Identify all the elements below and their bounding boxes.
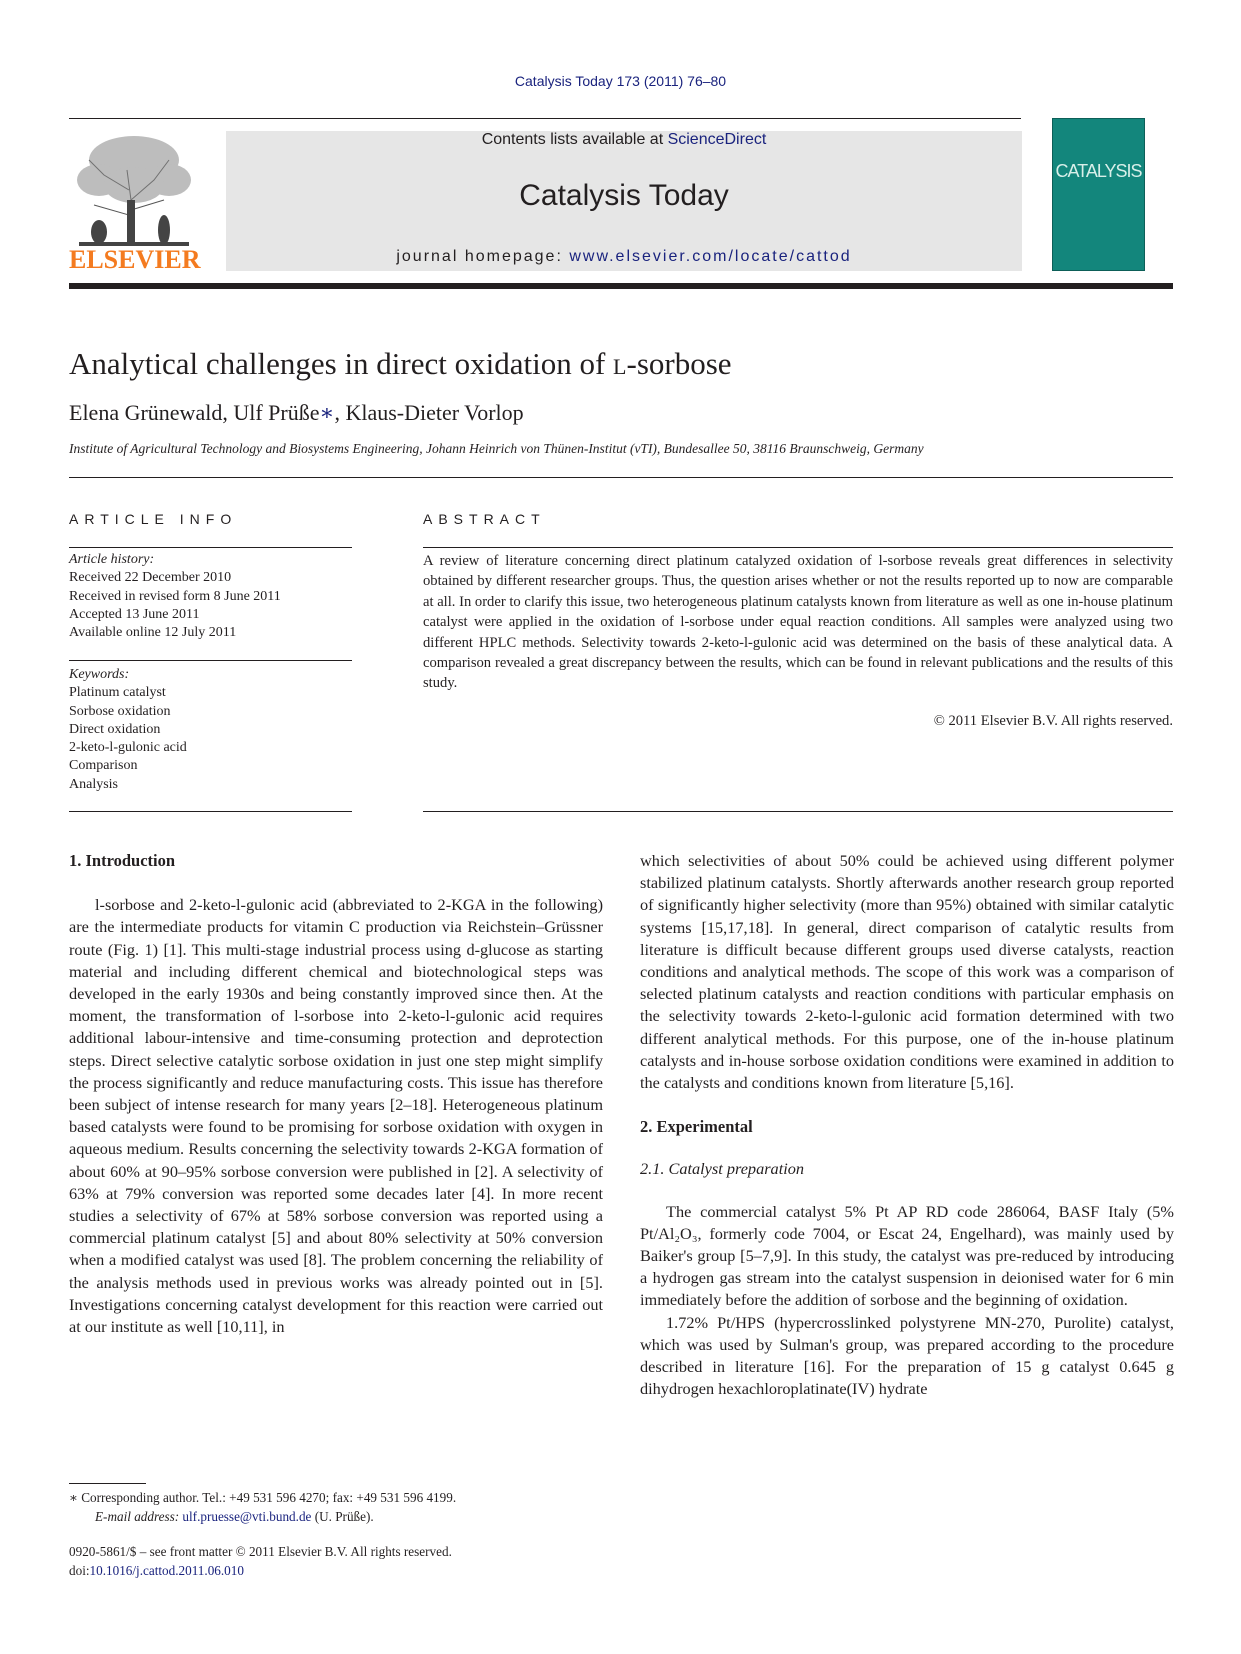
corresponding-author-note: ∗ Corresponding author. Tel.: +49 531 596 4270; fax: +49 531 596 4199.	[69, 1490, 457, 1505]
paragraph: which selectivities of about 50% could be achieved using different polymer stabilized platinum catalysts. Shortly afterwards another research group reported of significantly higher selectivity (more than 95%) obtained with similar catalytic systems [15,17,18]. In general, direct comparison of catalytic results from literature is difficult because different groups used diverse catalysts, reaction conditions and analytical methods. The scope of this work was a comparison of selected platinum catalysts and reaction conditions with particular emphasis on the selectivity towards 2-keto-l-gulonic acid formation determined with two different analytical methods. For this purpose, one of the in-house platinum catalysts and in-house sorbose oxidation conditions were examined in addition to the catalysts and conditions known from literature [5,16].	[640, 851, 1174, 1093]
history-item: Received in revised form 8 June 2011	[69, 588, 281, 604]
abstract-heading: ABSTRACT	[423, 511, 546, 527]
paragraph: The commercial catalyst 5% Pt AP RD code 286064, BASF Italy (5% Pt/Al₂O₃, formerly code 7004, or Escat 24, Engelhard), was mainly used by Baiker's group [5–7,9]. In this study, the catalyst was pre-reduced by introducing a hydrogen gas stream into the catalyst suspension in deionised water for 6 min immediately before the addition of sorbose and the beginning of oxidation.	[640, 1201, 1174, 1310]
masthead	[226, 131, 1022, 271]
abstract-copyright: © 2011 Elsevier B.V. All rights reserved.	[933, 713, 1173, 729]
homepage-link[interactable]: www.elsevier.com/locate/cattod	[569, 248, 852, 265]
authors-text-2: , Klaus-Dieter Vorlop	[334, 400, 524, 425]
doi-prefix: doi:	[69, 1563, 90, 1578]
title-text: Analytical challenges in direct oxidation of	[69, 346, 614, 381]
tree-icon	[69, 130, 199, 250]
elsevier-logo	[69, 130, 199, 275]
divider	[69, 477, 1173, 478]
keyword: Analysis	[69, 776, 118, 792]
divider	[69, 547, 352, 548]
divider	[423, 811, 1173, 812]
journal-cover-thumbnail[interactable]	[1052, 118, 1145, 271]
keyword: Comparison	[69, 758, 138, 774]
abstract-text: A review of literature concerning direct platinum catalyzed oxidation of l-sorbose reveals great differences in selectivity obtained by different researcher groups. Thus, the question arises whether or not the results reported up to now are comparable at all. In order to clarify this issue, two heterogeneous platinum catalysts known from literature as well as one in-house platinum catalyst were applied in the oxidation of l-sorbose under equal reaction conditions. All samples were analyzed using two different HPLC methods. Selectivity towards 2-keto-l-gulonic acid was determined on the basis of these analytical data. A comparison revealed a great discrepancy between the results, which can be found in relevant publications and the results of this study.	[423, 553, 1173, 692]
article-info-heading: ARTICLE INFO	[69, 511, 238, 527]
divider	[69, 811, 352, 812]
divider	[423, 547, 1173, 548]
footnote-rule	[69, 1483, 146, 1484]
section-heading-introduction: 1. Introduction	[69, 851, 176, 870]
title-suffix: -sorbose	[626, 346, 732, 381]
journal-citation[interactable]: Catalysis Today 173 (2011) 76–80	[514, 73, 727, 89]
journal-title: Catalysis Today	[519, 179, 729, 212]
corresponding-author-mark[interactable]: ∗	[319, 400, 335, 425]
email-label: E-mail address:	[95, 1509, 183, 1524]
header-rule-thick	[69, 283, 1173, 289]
keyword: Platinum catalyst	[69, 685, 166, 701]
section-heading-experimental: 2. Experimental	[640, 1117, 753, 1137]
cover-title: CATALYSIS	[1055, 161, 1142, 181]
authors-text: Elena Grünewald, Ulf Prüße	[69, 400, 320, 425]
article-title	[69, 346, 732, 382]
history-item: Accepted 13 June 2011	[69, 606, 200, 622]
title-smallcaps: l	[613, 346, 627, 381]
publisher-name: ELSEVIER	[69, 245, 201, 274]
history-item: Available online 12 July 2011	[69, 625, 237, 641]
doi-link[interactable]: 10.1016/j.cattod.2011.06.010	[89, 1563, 244, 1578]
keyword: Sorbose oxidation	[69, 703, 171, 719]
sciencedirect-link[interactable]: ScienceDirect	[667, 131, 767, 148]
history-label: Article history:	[69, 552, 155, 567]
email-link[interactable]: ulf.pruesse@vti.bund.de	[182, 1509, 312, 1524]
homepage-line	[226, 248, 1022, 266]
paragraph: l-sorbose and 2-keto-l-gulonic acid (abbreviated to 2-KGA in the following) are the intermediate products for vitamin C production via Reichstein–Grüssner route (Fig. 1) [1]. This multi-stage industrial process using d-glucose as starting material and including different chemical and biotechnological steps was developed in the early 1930s and being constantly improved since then. At the moment, the transformation of l-sorbose into 2-keto-l-gulonic acid requires additional labour-intensive and time-consuming protection and deprotection steps. Direct selective catalytic sorbose oxidation in just one step might simplify the process significantly and reduce manufacturing costs. This issue has therefore been subject of intense research for many years [2–18]. Heterogeneous platinum based catalysts were found to be promising for sorbose oxidation with oxygen in aqueous medium. Results concerning the selectivity towards 2-KGA formation of about 60% at 90–95% sorbose conversion were published in [2]. A selectivity of 63% at 79% conversion was reported some decades later [4]. In more recent studies a selectivity of 67% at 58% sorbose conversion was reported using a commercial platinum catalyst [5] and about 80% selectivity at 50% conversion when a modified catalyst was used [8]. The problem concerning the reliability of the analysis methods used in previous works was already pointed out in [5]. Investigations concerning catalyst development for this reaction were carried out at our institute as well [10,11], in	[69, 895, 603, 1337]
keywords	[69, 666, 352, 794]
divider	[69, 660, 352, 661]
subsection-heading: 2.1. Catalyst preparation	[640, 1159, 805, 1179]
authors	[69, 400, 524, 426]
header-rule	[69, 118, 1021, 119]
body-right-column	[640, 850, 1174, 1400]
affiliation: Institute of Agricultural Technology and Biosystems Engineering, Johann Heinrich von Thünen-Institut (vTI), Bundesallee 50, 38116 Braunschweig, Germany	[69, 441, 924, 456]
homepage-prefix: journal homepage:	[396, 248, 570, 265]
paragraph: 1.72% Pt/HPS (hypercrosslinked polystyrene MN-270, Purolite) catalyst, which was used by Sulman's group, was prepared according to the procedure described in literature [16]. For the preparation of 15 g catalyst 0.645 g dihydrogen hexachloroplatinate(IV) hydrate	[640, 1312, 1174, 1399]
footnote	[69, 1488, 603, 1526]
keywords-label: Keywords:	[69, 667, 130, 682]
contents-prefix: Contents lists available at	[481, 131, 668, 148]
keyword: Direct oxidation	[69, 721, 161, 737]
front-matter	[69, 1542, 603, 1580]
contents-line	[226, 131, 1022, 149]
keyword: 2-keto-l-gulonic acid	[69, 740, 187, 756]
body-left-column	[69, 850, 603, 1338]
email-suffix: (U. Prüße).	[311, 1509, 374, 1524]
article-history	[69, 551, 352, 642]
issn-line: 0920-5861/$ – see front matter © 2011 Elsevier B.V. All rights reserved.	[69, 1544, 452, 1559]
history-item: Received 22 December 2010	[69, 570, 232, 586]
